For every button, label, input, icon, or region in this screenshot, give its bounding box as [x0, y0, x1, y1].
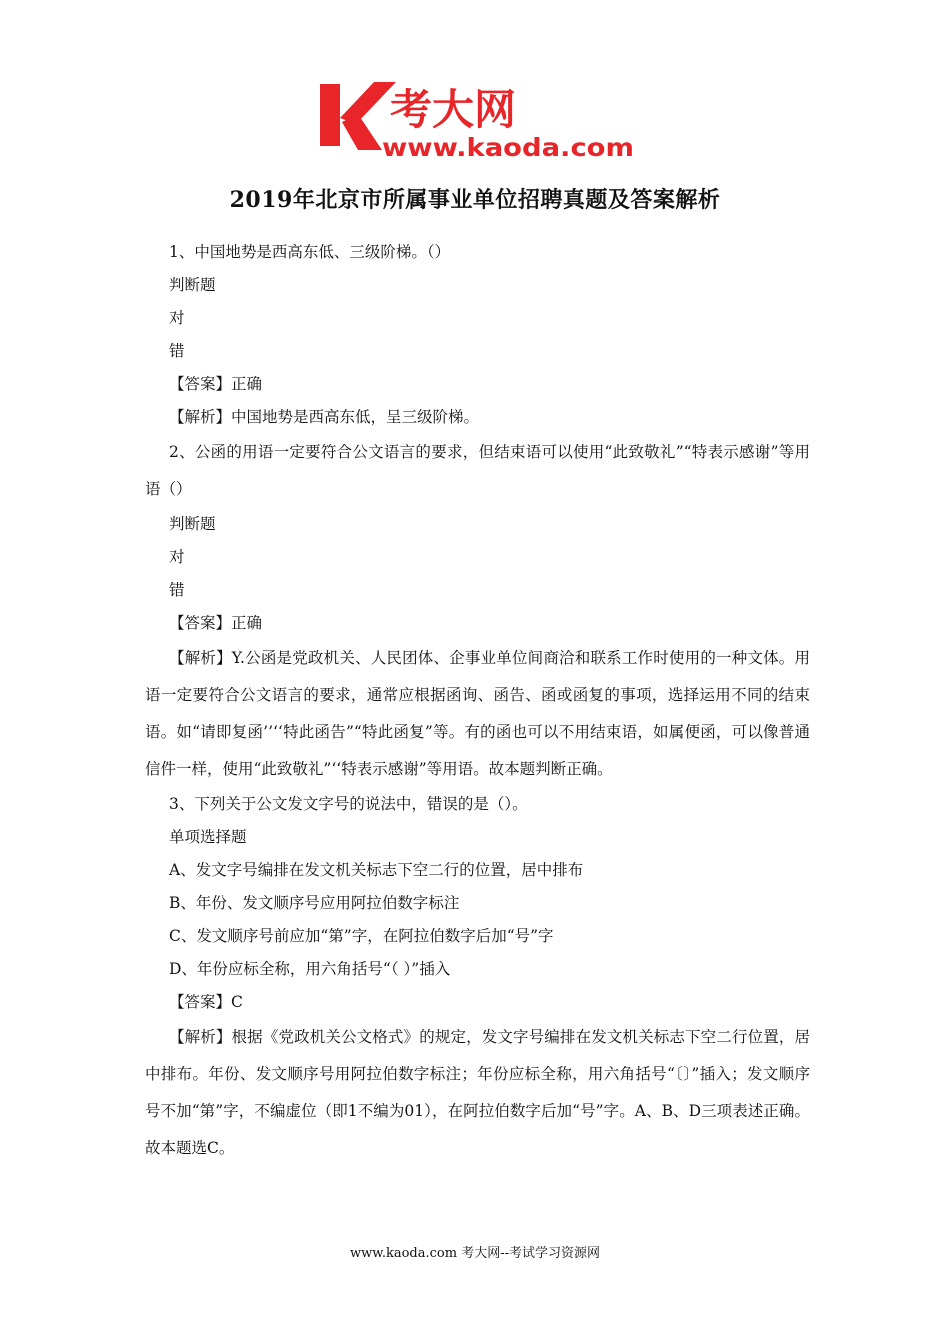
document-body — [145, 236, 810, 1167]
question-3-answer: 【答案】C — [169, 993, 243, 1011]
question-3-type: 单项选择题 — [169, 828, 247, 846]
question-2-stem: 2、公函的用语一定要符合公文语言的要求，但结束语可以使用“此致敬礼”“特表示感谢”等用语（） — [145, 443, 810, 498]
question-3-option-d: D、年份应标全称，用六角括号“（ ）”插入 — [169, 960, 451, 978]
question-2-analysis: 【解析】Y.公函是党政机关、人民团体、企事业单位间商洽和联系工作时使用的一种文体。用语一定要符合公文语言的要求，通常应根据函询、函告、函或函复的事项，选择运用不同的结束语。如“请即复函’’‘‘特此函告”“特此函复”等。有的函也可以不用结束语，如属便函，可以像普通信件一样，使用“此致敬礼”‘‘特表示感谢”等用语。故本题判断正确。 — [145, 649, 810, 778]
question-2-option-2: 错 — [169, 581, 185, 599]
page-footer: www.kaoda.com 考大网--考试学习资源网 — [350, 1246, 600, 1261]
logo-url-text: www.kaoda.com — [382, 133, 634, 160]
question-2-type: 判断题 — [169, 515, 216, 533]
question-3-option-c: C、发文顺序号前应加“第”字，在阿拉伯数字后加“号”字 — [169, 927, 554, 945]
question-1-answer: 【答案】正确 — [169, 375, 263, 393]
question-2-answer: 【答案】正确 — [169, 614, 263, 632]
question-1-analysis: 【解析】中国地势是西高东低，呈三级阶梯。 — [169, 408, 480, 426]
question-2-option-1: 对 — [169, 548, 185, 566]
question-3-option-a: A、发文字号编排在发文机关标志下空二行的位置，居中排布 — [169, 861, 584, 879]
question-1-option-1: 对 — [169, 309, 185, 327]
question-3-stem: 3、下列关于公文发文字号的说法中，错误的是（）。 — [169, 795, 528, 813]
document-title: 2019年北京市所属事业单位招聘真题及答案解析 — [229, 187, 721, 213]
question-1-type: 判断题 — [169, 276, 216, 294]
question-3-option-b: B、年份、发文顺序号应用阿拉伯数字标注 — [169, 894, 460, 912]
kaoda-logo-graphic — [318, 80, 638, 160]
question-1-option-2: 错 — [169, 342, 185, 360]
question-3-analysis: 【解析】根据《党政机关公文格式》的规定，发文字号编排在发文机关标志下空二行位置，居中排布。年份、发文顺序号用阿拉伯数字标注；年份应标全称，用六角括号“〔〕”插入；发文顺序号不加“第”字，不编虚位（即1不编为01），在阿拉伯数字后加“号”字。A、B、D三项表述正确。故本题选C。 — [145, 1028, 810, 1157]
question-1-stem: 1、中国地势是西高东低、三级阶梯。（） — [169, 243, 451, 261]
logo-brand-text: 考大网 — [390, 85, 517, 134]
kaoda-logo — [318, 80, 638, 160]
